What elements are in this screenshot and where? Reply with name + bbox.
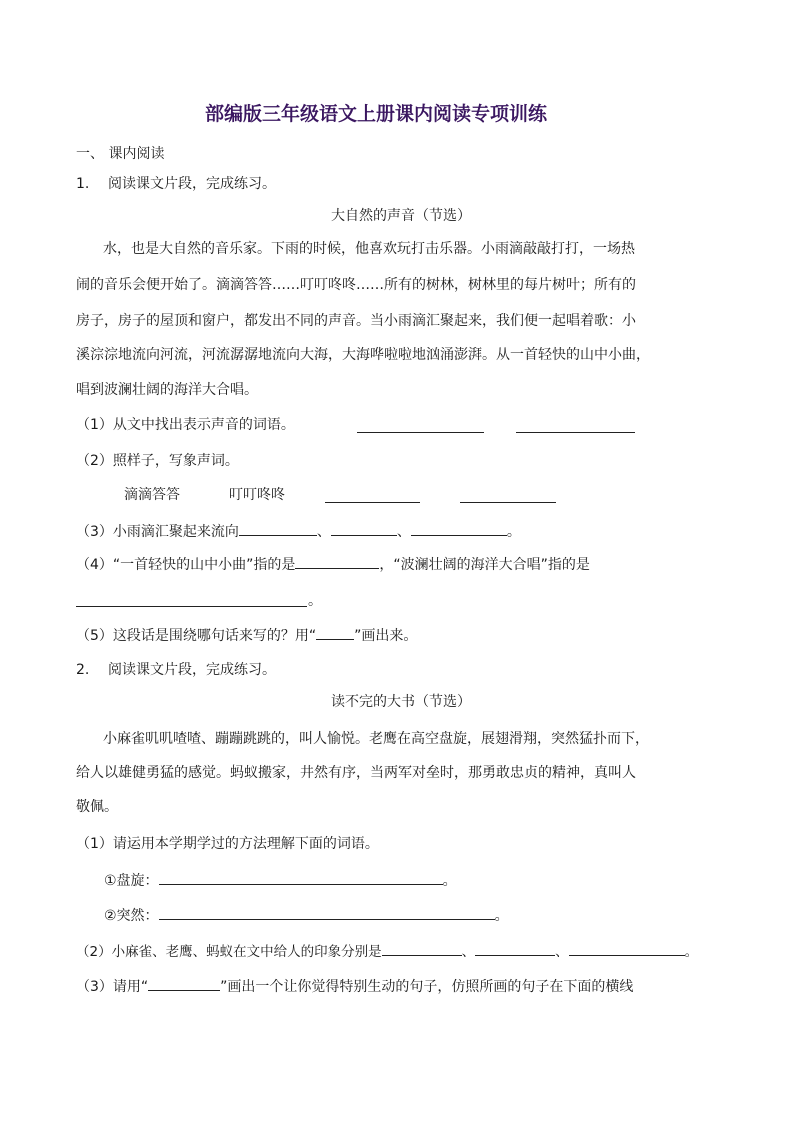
separator: 、 (316, 524, 331, 540)
q2-sub3 (76, 975, 633, 997)
answer-blank[interactable] (295, 553, 379, 569)
answer-line[interactable] (357, 432, 484, 433)
period: 。 (308, 593, 322, 609)
answer-line[interactable] (460, 502, 556, 503)
q2-passage-line: 敬佩。 (76, 799, 118, 815)
q1-sub4 (76, 553, 590, 575)
q2-sub1-text: （1）请运用本学期学过的方法理解下面的词语。 (76, 836, 379, 852)
section-heading: 一、 课内阅读 (76, 146, 165, 162)
q1-sub2-example: 滴滴答答 (124, 487, 180, 503)
q1-sub3-text: （3）小雨滴汇聚起来流向 (76, 524, 239, 540)
answer-blank[interactable] (411, 520, 507, 536)
q1-sub3 (76, 520, 521, 542)
q2-passage-title: 读不完的大书（节选） (331, 694, 471, 710)
answer-line[interactable] (76, 606, 307, 607)
term-label: ②突然： (104, 908, 159, 924)
answer-blank[interactable] (569, 940, 685, 956)
q2-sub1-b (104, 904, 509, 926)
separator: 、 (555, 944, 569, 960)
q2-sub2 (76, 940, 698, 962)
q1-sub1-text: （1）从文中找出表示声音的词语。 (76, 417, 295, 433)
q2-sub1-a (104, 869, 457, 891)
answer-line[interactable] (325, 502, 420, 503)
q1-instruction: 阅读课文片段，完成练习。 (108, 176, 276, 192)
page-title: 部编版三年级语文上册课内阅读专项训练 (205, 103, 548, 125)
answer-line[interactable] (516, 432, 635, 433)
answer-blank[interactable] (239, 520, 317, 536)
period: 。 (684, 944, 699, 960)
q1-sub4-text: ，“波澜壮阔的海洋大合唱”指的是 (379, 557, 590, 573)
q1-number: 1. (76, 176, 90, 192)
period: 。 (506, 524, 521, 540)
q2-sub3-text: （3）请用“ (76, 979, 149, 995)
q1-sub5-text: （5）这段话是围绕哪句话来写的？用“ (76, 628, 317, 644)
answer-blank[interactable] (159, 904, 495, 920)
q1-passage-line: 唱到波澜壮阔的海洋大合唱。 (76, 382, 258, 398)
q1-passage-line: 闹的音乐会便开始了。滴滴答答……叮叮咚咚……所有的树林，树林里的每片树叶；所有的 (76, 277, 636, 293)
q2-instruction: 阅读课文片段，完成练习。 (108, 662, 276, 678)
q2-passage-line: 给人以雄健勇猛的感觉。蚂蚁搬家，井然有序，当两军对垒时，那勇敢忠贞的精神，真叫人 (76, 765, 636, 781)
q2-passage-line: 小麻雀叽叽喳喳、蹦蹦跳跳的，叫人愉悦。老鹰在高空盘旋，展翅滑翔，突然猛扑而下， (103, 731, 649, 747)
q1-passage-line: 溪淙淙地流向河流，河流潺潺地流向大海，大海哗啦啦地汹涌澎湃。从一首轻快的山中小曲， (76, 347, 650, 363)
q1-passage-line: 水，也是大自然的音乐家。下雨的时候，他喜欢玩打击乐器。小雨滴敲敲打打，一场热 (103, 241, 635, 257)
q1-sub5 (76, 624, 417, 646)
underline-sample (148, 975, 220, 991)
period: 。 (494, 908, 509, 924)
q1-passage-title: 大自然的声音（节选） (331, 208, 471, 224)
q1-sub2-text: （2）照样子，写象声词。 (76, 453, 239, 469)
separator: 、 (461, 944, 476, 960)
period: 。 (442, 873, 457, 889)
answer-blank[interactable] (475, 940, 555, 956)
q2-sub3-text: ”画出一个让你觉得特别生动的句子，仿照所画的句子在下面的横线 (220, 979, 634, 995)
q2-sub2-text: （2）小麻雀、老鹰、蚂蚁在文中给人的印象分别是 (76, 944, 382, 960)
q1-sub2-example: 叮叮咚咚 (229, 487, 285, 503)
answer-blank[interactable] (382, 940, 462, 956)
underline-sample (316, 624, 354, 640)
q1-sub5-text: ”画出来。 (354, 628, 418, 644)
term-label: ①盘旋： (104, 873, 159, 889)
q1-passage-line: 房子，房子的屋顶和窗户，都发出不同的声音。当小雨滴汇聚起来，我们便一起唱着歌：小 (76, 313, 636, 329)
answer-blank[interactable] (331, 520, 397, 536)
q1-sub4-text: （4）“一首轻快的山中小曲”指的是 (76, 557, 296, 573)
separator: 、 (396, 524, 411, 540)
q2-number: 2. (76, 662, 90, 678)
answer-blank[interactable] (159, 869, 443, 885)
